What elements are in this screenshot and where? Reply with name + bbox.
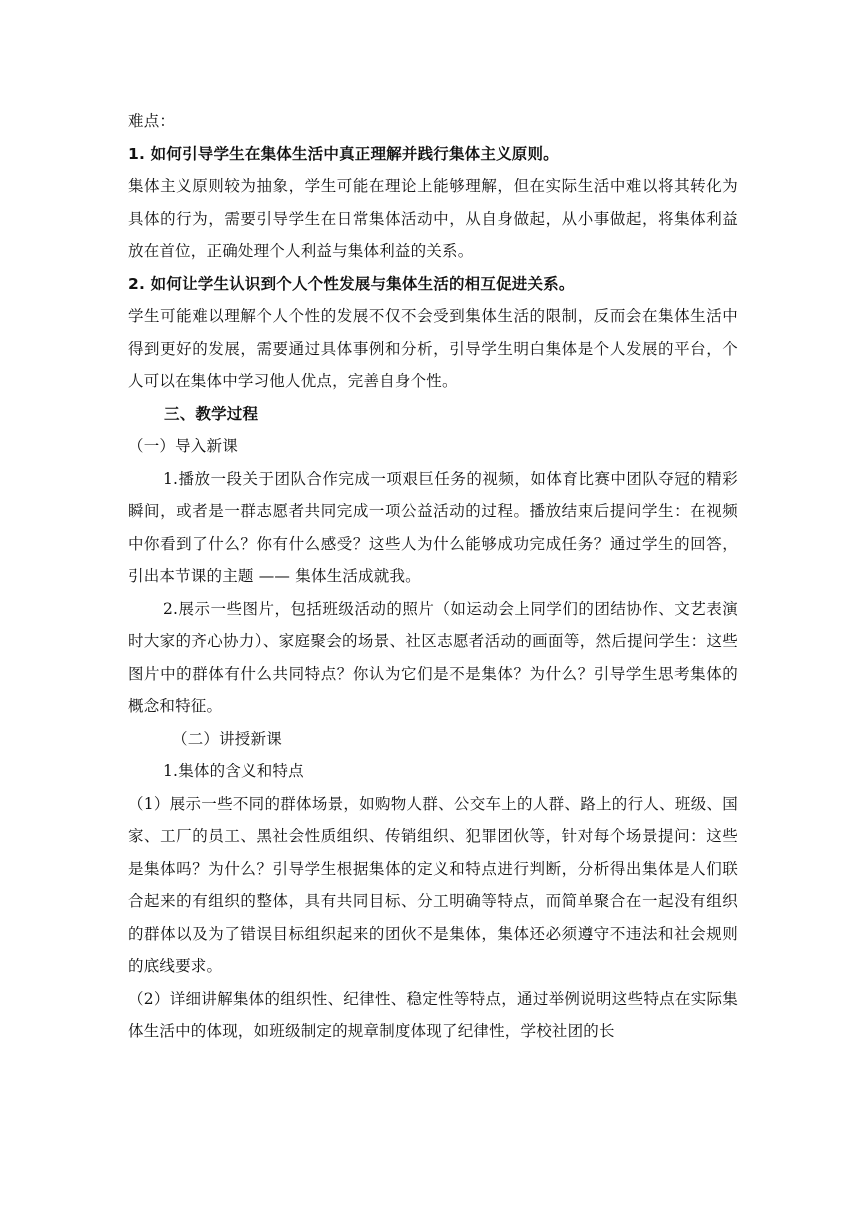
topic-1-heading: 1.集体的含义和特点 xyxy=(163,762,304,780)
difficulty-2-title: 2. 如何让学生认识到个人个性发展与集体生活的相互促进关系。 xyxy=(128,274,575,293)
difficulty-1-body: 集体主义原则较为抽象，学生可能在理论上能够理解，但在实际生活中难以将其转化为具体的行为，需要引导学生在日常集体活动中，从自身做起，从小事做起，将集体利益放在首位，正确处理个人利益与集体利益的关系。 xyxy=(128,177,738,260)
difficulty-2-body: 学生可能难以理解个人个性的发展不仅不会受到集体生活的限制，反而会在集体生活中得到更好的发展，需要通过具体事例和分析，引导学生明白集体是个人发展的平台，个人可以在集体中学习他人优点，完善自身个性。 xyxy=(128,307,738,390)
difficulty-label: 难点： xyxy=(128,112,176,130)
part-1-heading: （一）导入新课 xyxy=(128,437,238,455)
topic-1-item-1: （1）展示一些不同的群体场景，如购物人群、公交车上的人群、路上的行人、班级、国家、工厂的员工、黑社会性质组织、传销组织、犯罪团伙等，针对每个场景提问：这些是集体吗？为什么？引导学生根据集体的定义和特点进行判断，分析得出集体是人们联合起来的有组织的整体，具有共同目标、分工明确等特点，而简单聚合在一起没有组织的群体以及为了错误目标组织起来的团伙不是集体，集体还必须遵守不违法和社会规则的底线要求。 xyxy=(128,794,738,975)
part-2-heading: （二）讲授新课 xyxy=(172,729,282,748)
difficulty-1-title: 1. 如何引导学生在集体生活中真正理解并践行集体主义原则。 xyxy=(128,144,559,163)
intro-step-1: 1.播放一段关于团队合作完成一项艰巨任务的视频，如体育比赛中团队夺冠的精彩瞬间，或者是一群志愿者共同完成一项公益活动的过程。播放结束后提问学生：在视频中你看到了什么？你有什么感受？这些人为什么能够成功完成任务？通过学生的回答，引出本节课的主题 —— 集体生活成就我。 xyxy=(128,469,738,585)
section-3-heading: 三、教学过程 xyxy=(164,404,259,423)
intro-step-2: 2.展示一些图片，包括班级活动的照片（如运动会上同学们的团结协作、文艺表演时大家的齐心协力）、家庭聚会的场景、社区志愿者活动的画面等，然后提问学生：这些图片中的群体有什么共同特点？你认为它们是不是集体？为什么？引导学生思考集体的概念和特征。 xyxy=(128,599,738,715)
document-body xyxy=(128,105,738,1048)
topic-1-item-2: （2）详细讲解集体的组织性、纪律性、稳定性等特点，通过举例说明这些特点在实际集体生活中的体现，如班级制定的规章制度体现了纪律性，学校社团的长 xyxy=(128,989,738,1040)
